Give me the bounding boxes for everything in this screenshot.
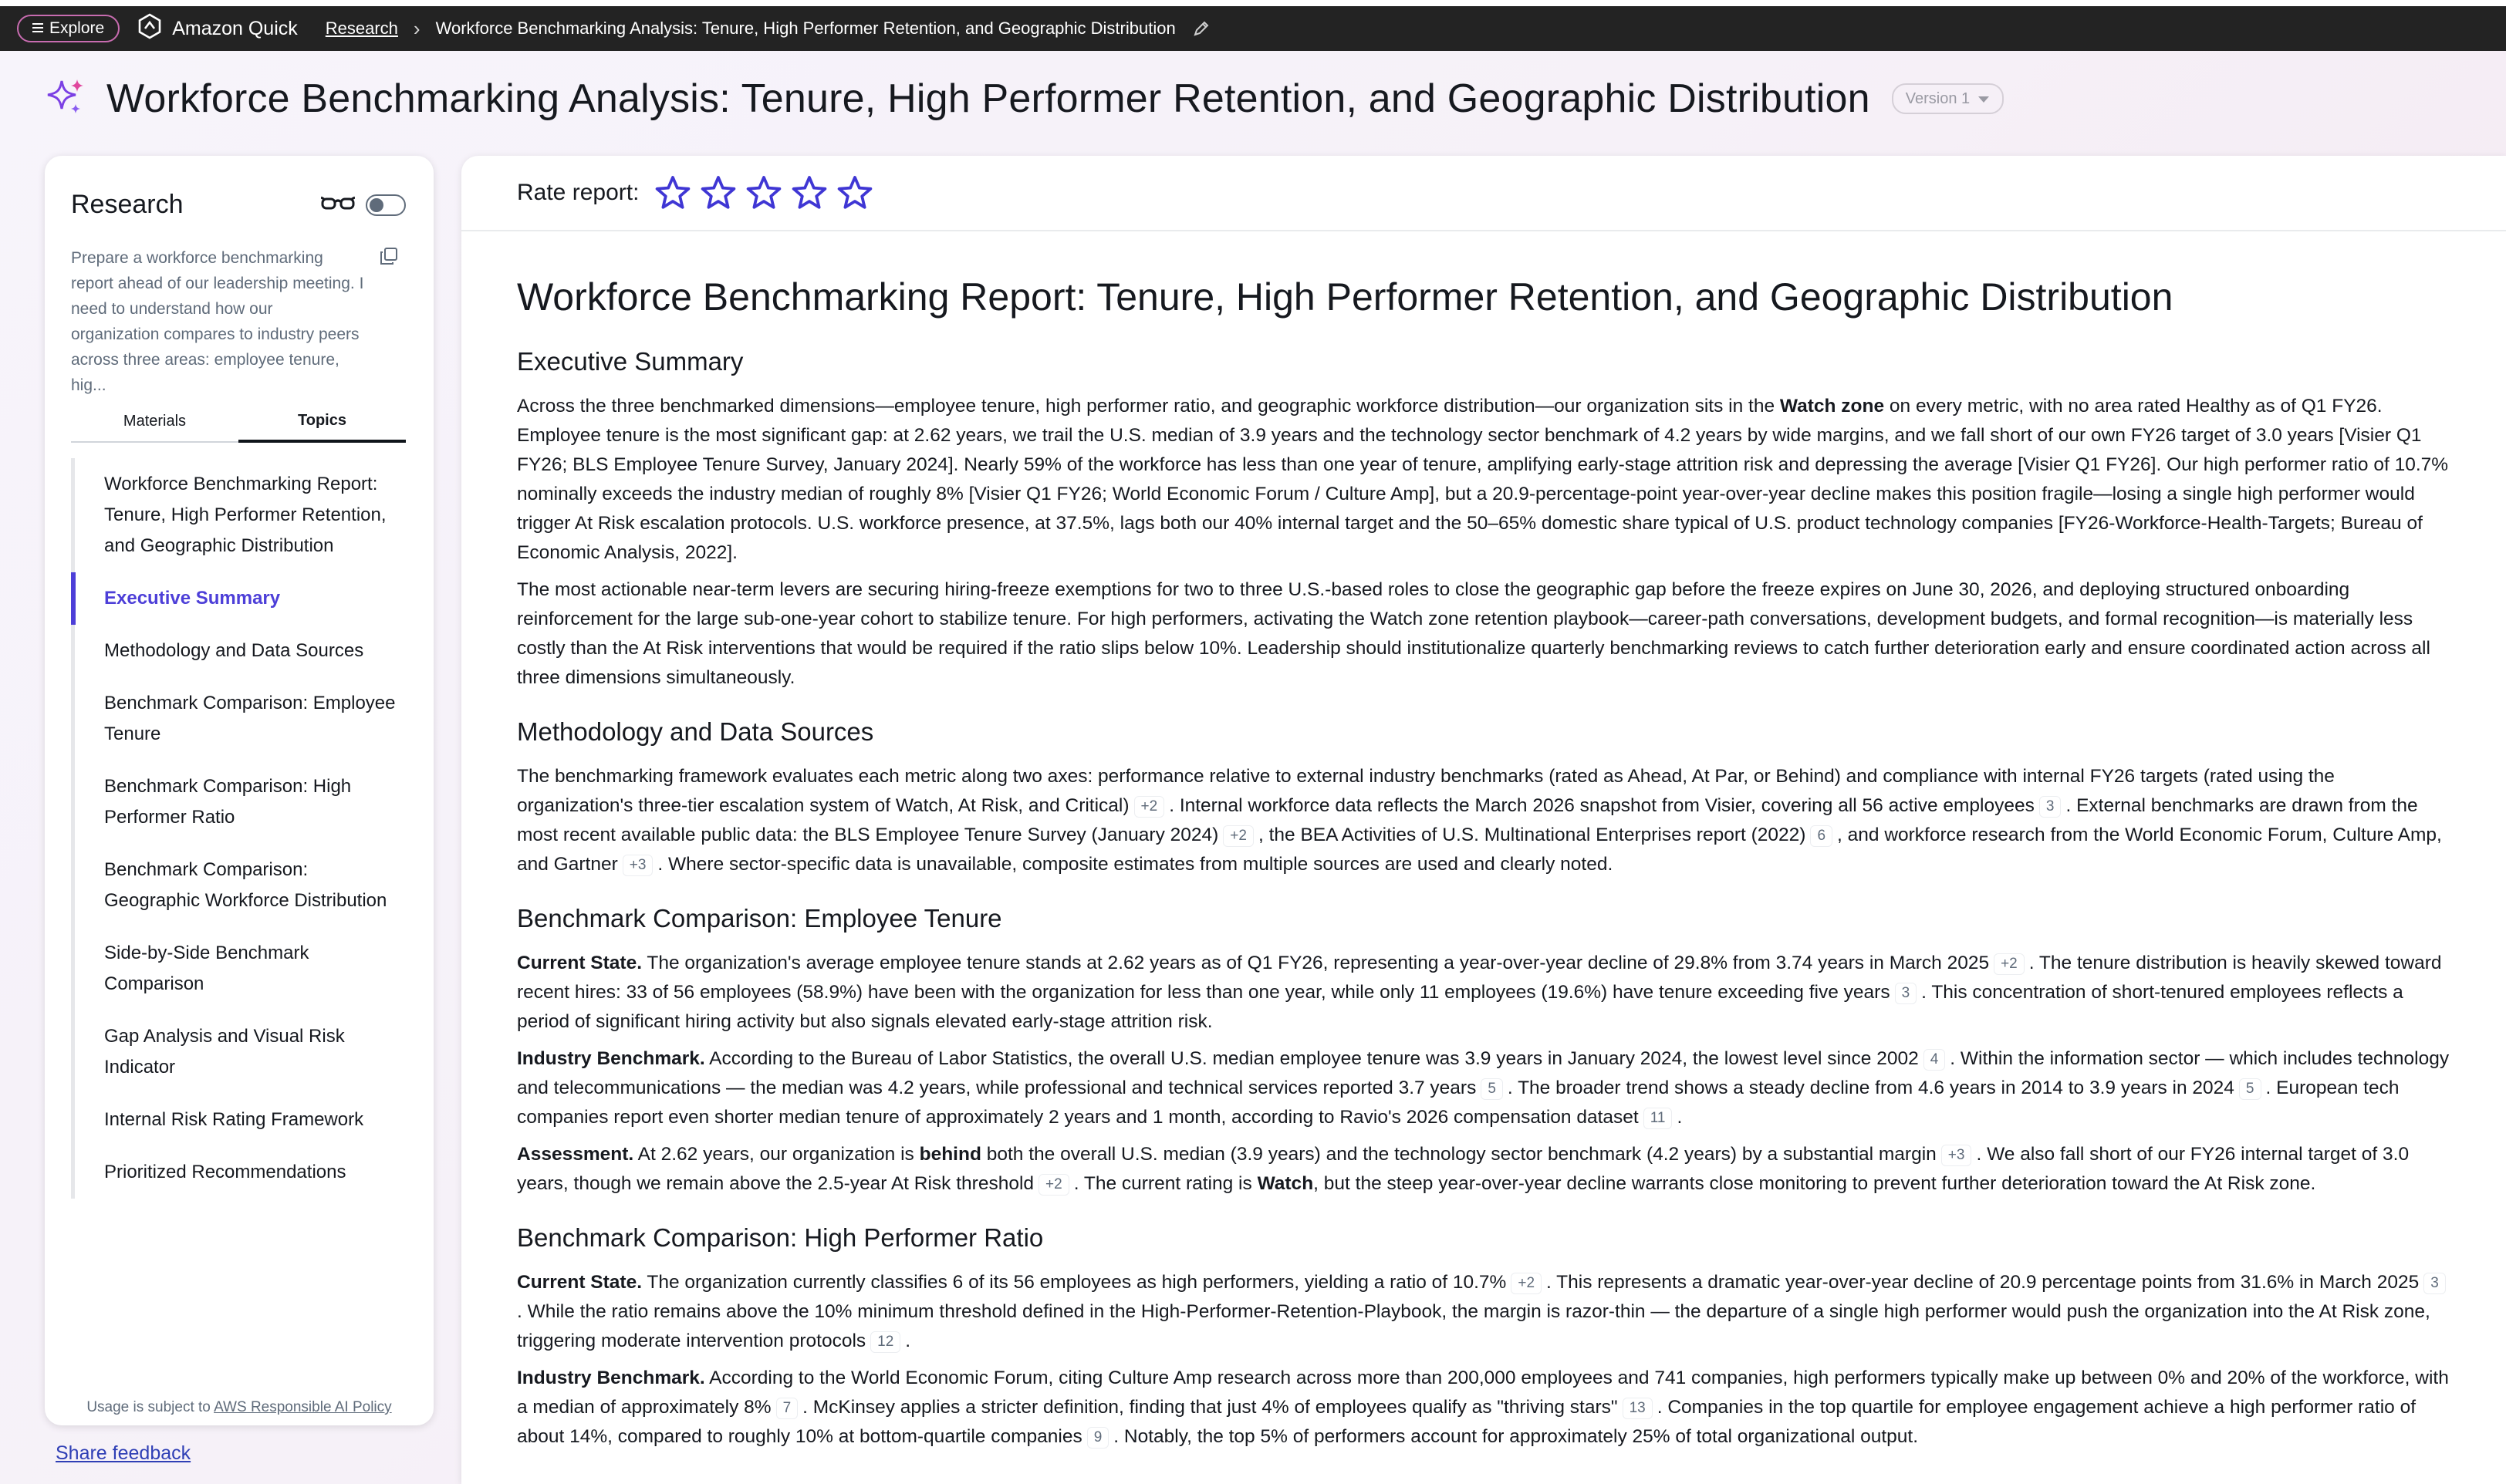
section-heading-high-performer-ratio: Benchmark Comparison: High Performer Ratio [517, 1223, 1044, 1252]
citation-badge[interactable]: 7 [776, 1398, 799, 1419]
text: The benchmarking framework evaluates each metric along two axes: performance relative to external industry benchmarks (rated as Ahead, At Par, or Behind) and compliance with internal FY26 targets (rated using the organization's three-tier escalation system of Watch, At Risk, and Critical) [517, 766, 2335, 816]
citation-badge[interactable]: 11 [1643, 1108, 1673, 1129]
text: both the overall U.S. median (3.9 years) and the technology sector benchmark (4.2 years) by a substantial margin [981, 1144, 1937, 1165]
sidebar-header [71, 190, 406, 220]
report-panel [461, 156, 2506, 1484]
divider [461, 230, 2506, 231]
executive-summary-paragraph-2: The most actionable near-term levers are securing hiring-freeze exemptions for two to three U.S.-based roles to close the geographic gap before the freeze expires on June 30, 2026, and deploying structured onboarding reinforcement for the large sub-one-year cohort to stabilize tenure. For high performers, activating the Watch zone retention playbook—career-path conversations, development budgets, and formal recognition—is materially less costly than the At Risk interventions that would be required if the ratio slips below 10%. Leadership should institutionalize quarterly benchmarking reviews to catch further deterioration early and ensure coordinated action across all three dimensions simultaneously. [517, 579, 2430, 688]
citation-badge[interactable]: +3 [1941, 1145, 1972, 1166]
bold-text: Watch zone [1779, 396, 1885, 417]
menu-icon [32, 19, 43, 38]
text: . [905, 1331, 911, 1351]
citation-badge[interactable]: 6 [1810, 825, 1832, 847]
text: . External benchmarks are drawn from the most recent available public data: the BLS Employee Tenure Survey (January 2024) [517, 795, 2418, 845]
text: . This represents a dramatic year-over-year decline of 20.9 percentage points from 31.6% in March 2025 [1546, 1272, 2420, 1293]
text: . Notably, the top 5% of performers account for approximately 25% of total organizational output. [1113, 1426, 1919, 1447]
text: . This concentration of short-tenured employees reflects a period of significant hiring activity but also signals elevated early-stage attrition risk. [517, 982, 2403, 1032]
citation-badge[interactable]: 5 [1481, 1078, 1503, 1100]
tab-materials[interactable]: Materials [123, 412, 187, 430]
executive-summary-paragraph-1 [517, 392, 2454, 568]
star-icon-3[interactable] [745, 175, 782, 211]
sparkle-icon [45, 76, 86, 122]
bold-label: Assessment. [517, 1144, 634, 1165]
report-title: Workforce Benchmarking Report: Tenure, High Performer Retention, and Geographic Distribution [517, 275, 2173, 319]
top-navigation-bar [0, 6, 2506, 51]
usage-prefix: Usage is subject to [86, 1399, 214, 1415]
app-name: Amazon Quick [172, 17, 298, 39]
toc-item-recommendations[interactable]: Prioritized Recommendations [104, 1162, 346, 1182]
citation-badge[interactable]: 13 [1623, 1398, 1653, 1419]
citation-badge[interactable]: 3 [2039, 796, 2062, 818]
toc-item-report-title[interactable]: Workforce Benchmarking Report: Tenure, High Performer Retention, and Geographic Distribution [104, 474, 387, 556]
text: At 2.62 years, our organization is [633, 1144, 920, 1165]
text: , the BEA Activities of U.S. Multinational Enterprises report (2022) [1258, 825, 1806, 845]
text: . While the ratio remains above the 10% minimum threshold defined in the High-Performer-Retention-Playbook, the margin is razor-thin — the departure of a single high performer would push the organization into the At Risk zone, triggering moderate intervention protocols [517, 1301, 2430, 1351]
text: , but the steep year-over-year decline warrants close monitoring to prevent further deterioration toward the At Risk zone. [1313, 1173, 2316, 1194]
hp-current-state-paragraph [517, 1268, 2454, 1356]
sidebar-title: Research [71, 190, 184, 219]
section-heading-methodology: Methodology and Data Sources [517, 717, 874, 746]
text: According to the Bureau of Labor Statistics, the overall U.S. median employee tenure was 3.9 years in January 2024, the lowest level since 2002 [704, 1048, 1919, 1069]
quick-logo-icon [137, 13, 163, 45]
glasses-icon [321, 194, 355, 215]
sidebar-tabs [71, 401, 406, 443]
star-icon-1[interactable] [654, 175, 691, 211]
text: . Where sector-specific data is unavailable, composite estimates from multiple sources are used and clearly noted. [657, 854, 1613, 875]
bold-text: Watch [1257, 1173, 1314, 1194]
citation-badge[interactable]: +2 [1994, 953, 2025, 975]
tenure-current-state-paragraph [517, 949, 2454, 1037]
explore-button[interactable] [17, 15, 120, 42]
reading-mode-toggle[interactable] [366, 194, 406, 216]
citation-badge[interactable]: 5 [2239, 1078, 2261, 1100]
section-heading-employee-tenure: Benchmark Comparison: Employee Tenure [517, 904, 1002, 933]
citation-badge[interactable]: +2 [1511, 1273, 1542, 1294]
toc-item-methodology[interactable]: Methodology and Data Sources [104, 640, 364, 661]
text: . The current rating is [1073, 1173, 1258, 1194]
citation-badge[interactable]: 9 [1087, 1427, 1109, 1449]
star-icon-4[interactable] [791, 175, 828, 211]
version-dropdown[interactable] [1892, 83, 2004, 114]
toc-item-executive-summary[interactable]: Executive Summary [71, 572, 410, 625]
breadcrumb-separator-icon: › [413, 16, 420, 40]
report-content [517, 272, 2454, 1459]
text: According to the World Economic Forum, citing Culture Amp research across more than 200,000 employees and 741 companies, high performers typically make up between 0% and 20% of the workforce, with a median of approximately 8% [517, 1368, 2449, 1418]
text: . We also fall short of our FY26 internal target of 3.0 years, though we remain above the 2.5-year At Risk threshold [517, 1144, 2410, 1194]
citation-badge[interactable]: 12 [870, 1331, 900, 1353]
star-icon-2[interactable] [700, 175, 737, 211]
toggle-knob [370, 198, 383, 212]
rate-report-row [517, 173, 882, 213]
text: . [1677, 1107, 1683, 1128]
tenure-assessment-paragraph [517, 1140, 2454, 1199]
copy-icon[interactable] [380, 247, 398, 269]
methodology-paragraph [517, 762, 2454, 879]
toc-item-geographic-distribution[interactable]: Benchmark Comparison: Geographic Workforce Distribution [104, 859, 387, 911]
rate-label: Rate report: [517, 180, 640, 205]
toc-item-employee-tenure[interactable]: Benchmark Comparison: Employee Tenure [104, 693, 396, 744]
star-icon-5[interactable] [836, 175, 873, 211]
version-label: Version 1 [1905, 89, 1971, 107]
text: The organization currently classifies 6 of its 56 employees as high performers, yielding a ratio of 10.7% [642, 1272, 1507, 1293]
responsible-ai-policy-link[interactable]: AWS Responsible AI Policy [214, 1399, 392, 1415]
citation-badge[interactable]: 4 [1923, 1049, 1946, 1071]
topics-list [71, 458, 410, 1199]
breadcrumb-current: Workforce Benchmarking Analysis: Tenure, High Performer Retention, and Geographic Distribution [435, 19, 1176, 38]
text: The organization's average employee tenure stands at 2.62 years as of Q1 FY26, representing a year-over-year decline of 29.8% from 3.74 years in March 2025 [642, 953, 1990, 973]
text: . European tech companies report even shorter median tenure of approximately 2 years and 1 month, according to Ravio's 2026 compensation dataset [517, 1078, 2400, 1128]
bold-text: behind [919, 1144, 981, 1165]
text: . Internal workforce data reflects the March 2026 snapshot from Visier, covering all 56 active employees [1169, 795, 2035, 816]
share-feedback-link[interactable]: Share feedback [56, 1442, 191, 1464]
citation-badge[interactable]: +2 [1223, 825, 1254, 847]
text: . McKinsey applies a stricter definition, finding that just 4% of employees qualify as "thriving stars" [802, 1397, 1618, 1418]
bold-label: Industry Benchmark. [517, 1368, 705, 1388]
top-edge [0, 0, 2506, 6]
explore-label: Explore [49, 19, 105, 37]
toc-item-side-by-side[interactable]: Side-by-Side Benchmark Comparison [104, 943, 309, 994]
bold-label: Current State. [517, 953, 643, 973]
hp-industry-benchmark-paragraph [517, 1364, 2454, 1452]
sidebar-tools [321, 194, 406, 216]
page-header [45, 76, 2004, 122]
app-logo[interactable] [137, 13, 298, 45]
text: . Companies in the top quartile for employee engagement achieve a high performer ratio of about 14%, compared to roughly 10% at bottom-quartile companies [517, 1397, 2416, 1447]
toc-item-high-performer-ratio[interactable]: Benchmark Comparison: High Performer Ratio [104, 776, 352, 828]
text: on every metric, with no area rated Healthy as of Q1 FY26. Employee tenure is the most significant gap: at 2.62 years, we trail the U.S. median of 3.9 years and the technology sector benchmark of 4.2 years by wide margins, and we fall short of our own FY26 target of 3.0 years [Visier Q1 FY26; BLS Employee Tenure Survey, January 2024]. Nearly 59% of the workforce has less than one year of tenure, amplifying early-stage attrition risk and depressing the average [Visier Q1 FY26]. Our high performer ratio of 10.7% nominally exceeds the industry median of roughly 8% [Visier Q1 FY26; World Economic Forum / Culture Amp], but a 20.9-percentage-point year-over-year decline makes this position fragile—losing a single high performer would trigger At Risk escalation protocols. U.S. workforce presence, at 37.5%, lags both our 40% internal target and the 50–65% domestic share typical of U.S. product technology companies [FY26-Workforce-Health-Targets; Bureau of Economic Analysis, 2022]. [517, 396, 2449, 563]
text: , and workforce research from the World Economic Forum, Culture Amp, and Gartner [517, 825, 2442, 875]
citation-badge[interactable]: 3 [2423, 1273, 2446, 1294]
text: Across the three benchmarked dimensions—employee tenure, high performer ratio, and geographic workforce distribution—our organization sits in the [517, 396, 1780, 417]
tab-topics[interactable]: Topics [238, 401, 406, 443]
citation-badge[interactable]: 3 [1895, 983, 1917, 1004]
page-title: Workforce Benchmarking Analysis: Tenure, High Performer Retention, and Geographic Distribution [106, 76, 1870, 121]
text: . The broader trend shows a steady decline from 4.6 years in 2014 to 3.9 years in 2024 [1507, 1078, 2234, 1098]
research-sidebar [45, 156, 434, 1425]
bold-label: Current State. [517, 1272, 643, 1293]
citation-badge[interactable]: +2 [1134, 796, 1165, 818]
text: . The tenure distribution is heavily skewed toward recent hires: 33 of 56 employees (58.9%) have been with the organization for less than one year, while only 11 employees (19.6%) have tenure exceeding five years [517, 953, 2442, 1003]
chevron-down-icon [1977, 90, 1990, 108]
edit-title-pencil-icon[interactable] [1193, 20, 1210, 37]
breadcrumb-research-link[interactable]: Research [325, 19, 398, 38]
toc-item-risk-rating[interactable]: Internal Risk Rating Framework [104, 1109, 364, 1130]
citation-badge[interactable]: +2 [1039, 1174, 1069, 1196]
bold-label: Industry Benchmark. [517, 1048, 705, 1069]
research-prompt-text: Prepare a workforce benchmarking report ahead of our leadership meeting. I need to understand how our organization compares to industry peers across three areas: employee tenure, hig... [71, 249, 364, 394]
tenure-industry-benchmark-paragraph [517, 1044, 2454, 1132]
usage-notice [45, 1399, 434, 1416]
text: . Within the information sector — which includes technology and telecommunications — the median was 4.2 years, while professional and technical services reported 3.7 years [517, 1048, 2450, 1098]
citation-badge[interactable]: +3 [623, 855, 654, 876]
toc-item-gap-analysis[interactable]: Gap Analysis and Visual Risk Indicator [104, 1026, 345, 1078]
section-heading-executive-summary: Executive Summary [517, 347, 744, 376]
